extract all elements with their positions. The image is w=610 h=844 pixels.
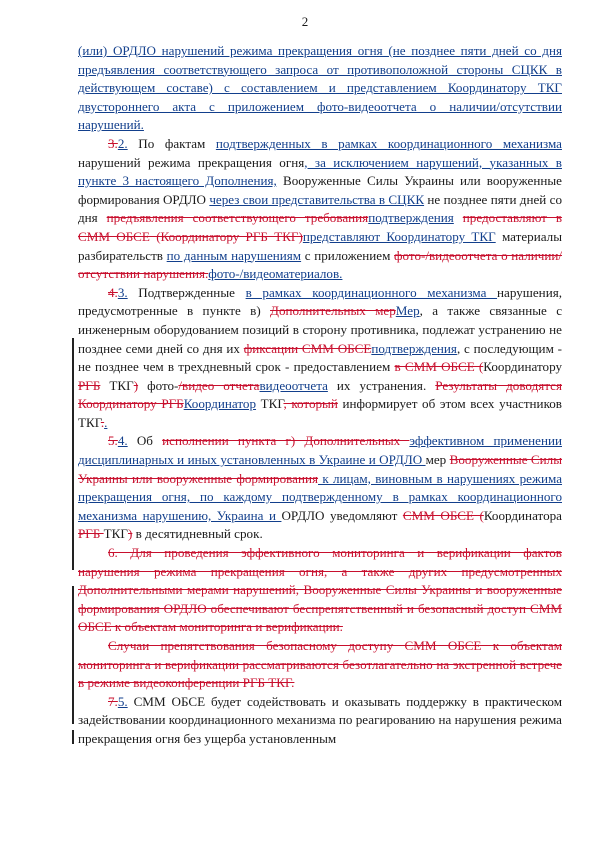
inserted-text: (или) ОРДЛО нарушений режима прекращения огня (не позднее пяти дней со дня предъявления соответствующего запроса от противоположной стороны СЦКК в действующем составе) с составлением и представлением Координатору ТКГ двустороннего акта с приложением фото-видеоотчета о наличии/отсутствии нарушений. [78,43,562,133]
deleted-text: фиксации СММ ОБСЕ [243,340,372,356]
deleted-text: Вооруженные Силы Украины или вооруженные формирования [78,452,563,486]
deleted-text: /видео отчета [178,377,260,393]
deleted-text: фото-/видеоотчета о наличии/отсутствии нарушения. [78,247,563,282]
inserted-text: по данным нарушениям [166,247,302,263]
text-run: , а также связанные с инженерным оборудованием позиций в сторону противника, подлежат устранению не позднее семи дней со дня их [78,303,563,356]
deleted-text: . [100,414,105,430]
deleted-text: предоставляют в СММ ОБСЕ (Координатору РГБ ТКГ) [78,210,563,244]
inserted-text: Мер [395,303,420,319]
text-run: СММ ОБСЕ будет содействовать и оказывать поддержку в практическом задействовании координационного механизма по реагированию на нарушения режима прекращения огня без ущерба установленным [78,693,562,746]
text-run: мер [425,452,450,468]
inserted-text: в рамках координационного механизма [245,284,498,300]
text-run: ТКГ [103,526,128,542]
text-run [454,210,463,225]
text-run: их устранения. [327,377,436,393]
deleted-text: исполнении пункта г) Дополнительных [162,433,410,449]
inserted-text: 5. [117,693,128,709]
paragraph-6-continuation-deleted [78,637,562,693]
deleted-text: Дополнительных мер [270,303,396,319]
text-run: Вооруженные Силы Украины или вооруженные формирования ОРДЛО [78,173,562,207]
text-run: не позднее пяти дней со дня [78,191,562,226]
inserted-text: видеоотчета [259,377,328,393]
deleted-text: 7. [108,693,118,709]
inserted-text: подтвержденных в рамках координационного механизма [215,135,562,151]
text-run: , с последующим - не позднее чем в трехдневный срок - предоставлением [78,340,563,375]
deleted-text: 5. [108,433,118,449]
text-run: ТКГ [256,396,284,412]
paragraph-3 [78,284,562,433]
paragraph-1-continuation [78,42,562,135]
deleted-text: предъявления соответствующего требования [106,210,369,226]
deleted-text: ) [127,526,133,542]
paragraph-7 [78,693,562,749]
inserted-text: . [104,414,108,430]
revision-bar [72,730,74,744]
document-body [78,42,562,749]
inserted-text: подтверждения [371,340,457,356]
text-run: ТКГ [100,377,134,393]
inserted-text: , за исключением нарушений, указанных в пункте 3 настоящего Дополнения, [78,154,562,189]
inserted-text: эффективном применении дисциплинарных и иных установленных в Украине и ОРДЛО [78,433,562,468]
inserted-text: Координатор [183,396,257,412]
inserted-text: 3. [117,284,128,300]
revision-bar [72,338,74,570]
deleted-text: 6. Для проведения эффективного мониторинга и верификации фактов нарушения режима прекращения огня, а также других предусмотренных Дополнительными мерами нарушений, Вооруженные Силы Украины и вооруженные формирования ОРДЛО обеспечивают беспрепятственный и безопасный доступ СММ ОБСЕ к объектам мониторинга и верификации. [78,545,562,635]
text-run: информирует об этом всех участников ТКГ [78,396,562,430]
text-run: нарушений режима прекращения огня [78,154,305,170]
revision-bar [72,586,74,724]
text-run: фото- [138,377,179,393]
paragraph-2 [78,135,562,284]
text-run: ОРДЛО уведомляют [281,507,403,523]
text-run: с приложением [301,247,395,263]
deleted-text: в СММ ОБСЕ ( [394,359,484,375]
deleted-text: 3. [108,135,118,151]
deleted-text: РГБ [78,377,101,393]
inserted-text: через свои представительства в СЦКК [209,191,425,207]
inserted-text: фото-/видеоматериалов. [208,266,343,282]
paragraph-4 [78,432,562,544]
inserted-text: 2. [117,135,128,151]
deleted-text: Результаты доводятся Координатору РГБ [78,377,562,412]
page-number: 2 [301,14,309,29]
inserted-text: 4. [117,433,128,449]
text-run: материалы разбирательств [78,228,562,263]
deleted-text: 4. [108,284,118,300]
text-run: Об [127,433,163,449]
text-run: По фактам [127,135,216,151]
deleted-text: ) [133,377,139,393]
inserted-text: подтверждения [368,210,454,226]
text-run: Координатора [483,507,562,523]
text-run: нарушения, предусмотренные в пункте в) [78,284,562,319]
inserted-text: представляют Координатору ТКГ [302,228,496,244]
paragraph-6-deleted [78,544,562,637]
deleted-text: Случаи препятствования безопасному доступу СММ ОБСЕ к объектам мониторинга и верификации рассматриваются безотлагательно на экстренной встрече в режиме видеоконференции РГБ ТКГ. [78,638,562,691]
deleted-text: РГБ [78,526,104,542]
text-run: Подтвержденные [127,284,246,300]
text-run: в десятидневный срок. [132,526,263,542]
text-run: Координатору [483,359,562,375]
deleted-text: СММ ОБСЕ ( [402,507,484,523]
deleted-text: , который [283,396,338,412]
inserted-text: к лицам, виновным в нарушениях режима прекращения огня, по каждому подтвержденному в рамках координационного механизма нарушению, Украина и [78,470,563,523]
